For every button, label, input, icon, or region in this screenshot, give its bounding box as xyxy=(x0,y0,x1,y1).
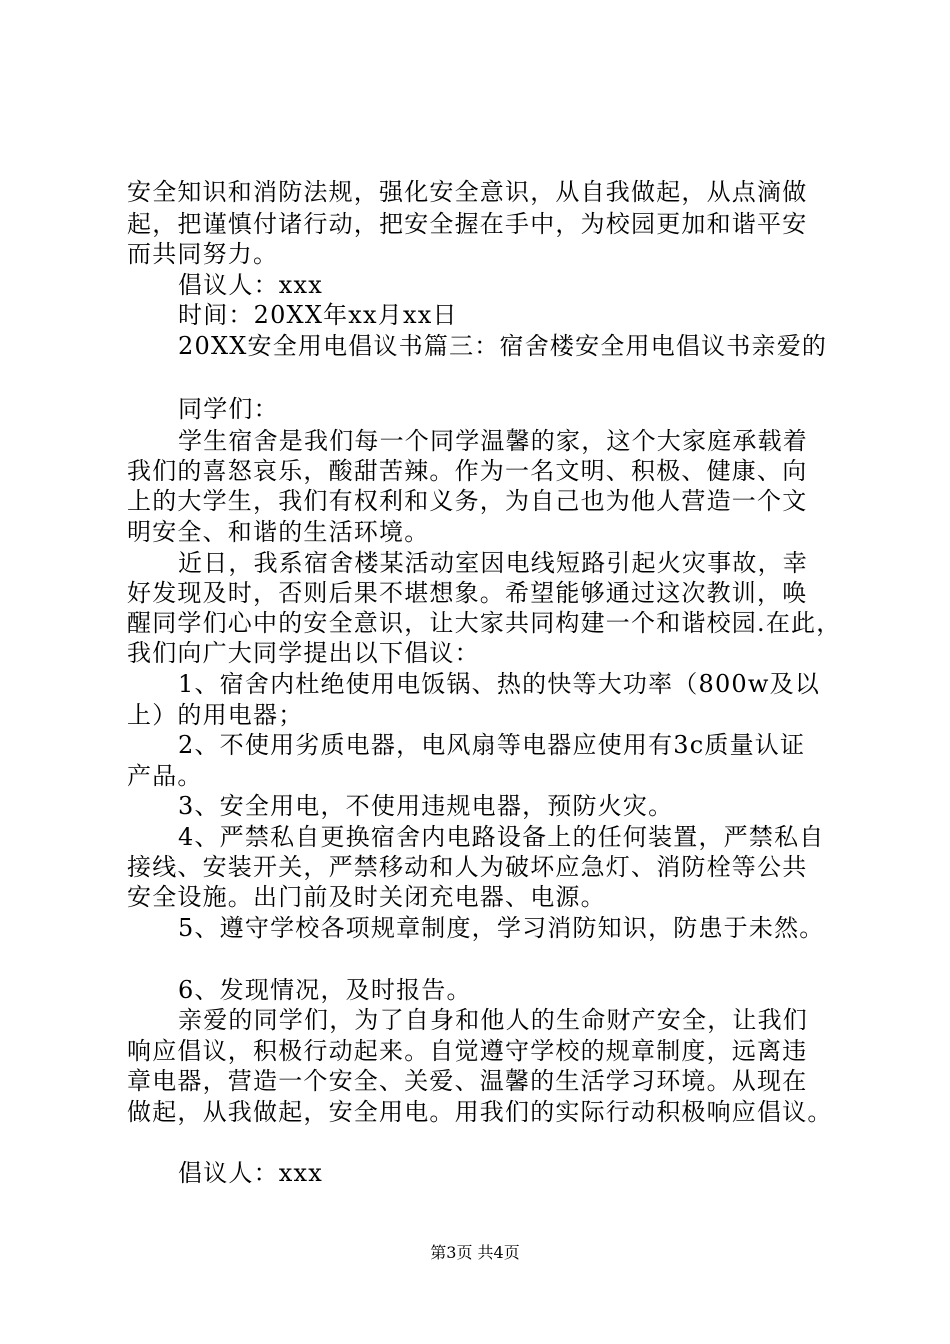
list-item: 产品。 xyxy=(127,762,203,790)
signer-line: 倡议人：xxx xyxy=(178,271,324,299)
body-line: 起，把谨慎付诸行动，把安全握在手中，为校园更加和谐平安 xyxy=(127,210,808,238)
body-line: 安全知识和消防法规，强化安全意识，从自我做起，从点滴做 xyxy=(127,178,808,206)
body-line: 醒同学们心中的安全意识，让大家共同构建一个和谐校园.在此， xyxy=(127,609,842,637)
body-line: 做起，从我做起，安全用电。用我们的实际行动积极响应倡议。 xyxy=(127,1098,833,1126)
body-line: 学生宿舍是我们每一个同学温馨的家，这个大家庭承载着 xyxy=(178,427,808,455)
section-heading: 20XX安全用电倡议书篇三：宿舍楼安全用电倡议书亲爱的 xyxy=(178,332,828,360)
page-number-footer: 第3页 共4页 xyxy=(430,1243,520,1262)
body-line: 章电器，营造一个安全、关爱、温馨的生活学习环境。从现在 xyxy=(127,1067,808,1095)
body-line: 近日，我系宿舍楼某活动室因电线短路引起火灾事故，幸 xyxy=(178,549,808,577)
body-line: 好发现及时，否则后果不堪想象。希望能够通过这次教训，唤 xyxy=(127,579,808,607)
body-line: 而共同努力。 xyxy=(127,240,279,268)
body-line: 我们向广大同学提出以下倡议： xyxy=(127,639,480,667)
body-line: 响应倡议，积极行动起来。自觉遵守学校的规章制度，远离违 xyxy=(127,1037,808,1065)
date-line: 时间：20XX年xx月xx日 xyxy=(178,301,458,329)
list-item: 上）的用电器； xyxy=(127,701,304,729)
signer-line: 倡议人：xxx xyxy=(178,1159,324,1187)
salutation: 同学们： xyxy=(178,395,279,423)
body-line: 上的大学生，我们有权利和义务，为自己也为他人营造一个文 xyxy=(127,487,808,515)
list-item: 1、宿舍内杜绝使用电饭锅、热的快等大功率（800w及以 xyxy=(178,670,821,698)
list-item: 安全设施。出门前及时关闭充电器、电源。 xyxy=(127,883,606,911)
list-item: 5、遵守学校各项规章制度，学习消防知识，防患于未然。 xyxy=(178,914,825,942)
list-item: 4、严禁私自更换宿舍内电路设备上的任何装置，严禁私自 xyxy=(178,823,825,851)
list-item: 2、不使用劣质电器，电风扇等电器应使用有3c质量认证 xyxy=(178,731,806,759)
body-line: 我们的喜怒哀乐，酸甜苦辣。作为一名文明、积极、健康、向 xyxy=(127,457,808,485)
body-line: 明安全、和谐的生活环境。 xyxy=(127,518,430,546)
list-item: 接线、安装开关，严禁移动和人为破坏应急灯、消防栓等公共 xyxy=(127,853,808,881)
list-item: 3、安全用电，不使用违规电器，预防火灾。 xyxy=(178,792,674,820)
body-line: 亲爱的同学们，为了自身和他人的生命财产安全，让我们 xyxy=(178,1006,808,1034)
list-item: 6、发现情况，及时报告。 xyxy=(178,976,472,1004)
